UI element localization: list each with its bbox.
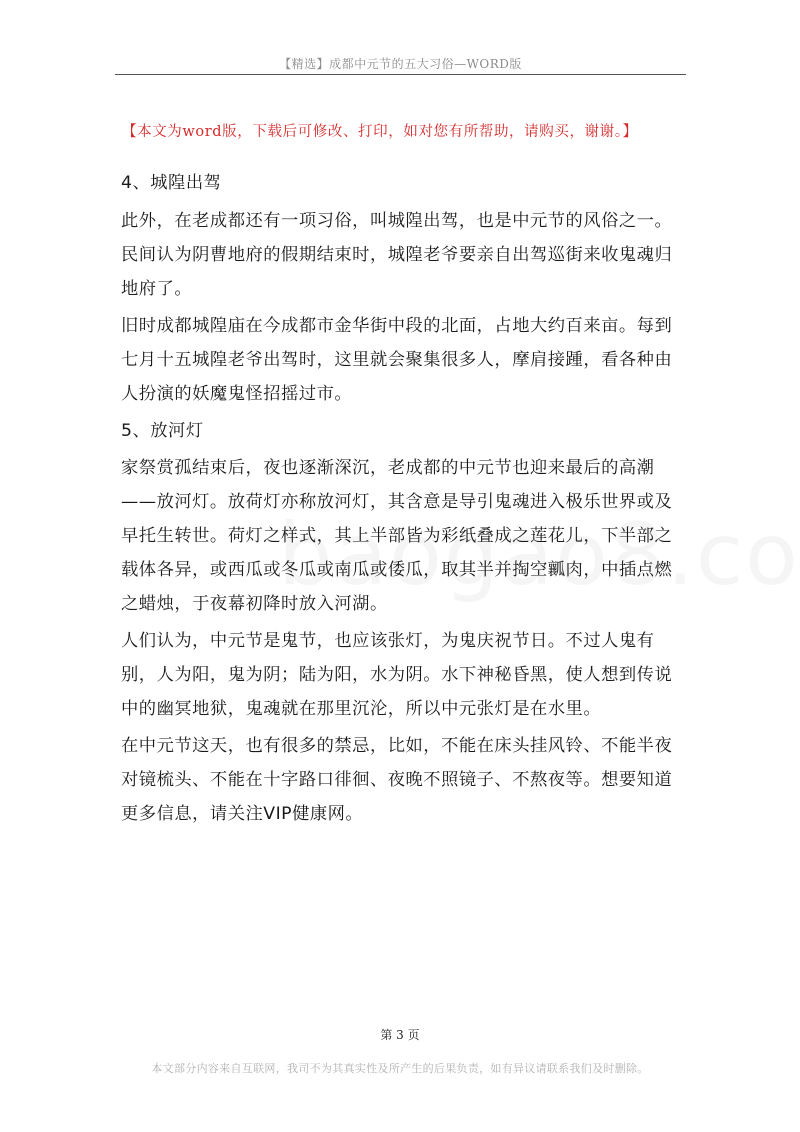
paragraph: 家祭赏孤结束后，夜也逐渐深沉，老成都的中元节也迎来最后的高潮——放河灯。放荷灯亦称放河灯，其含意是导引鬼魂进入极乐世界或及早托生转世。荷灯之样式，其上半部皆为彩纸叠成之莲花儿，下半部之载体各异，或西瓜或冬瓜或南瓜或倭瓜，取其半并掏空瓤肉，中插点燃之蜡烛，于夜幕初降时放入河湖。: [121, 458, 673, 614]
page-header: 【精选】成都中元节的五大习俗—WORD版: [279, 57, 522, 71]
footer-disclaimer: 本文部分内容来自互联网，我司不为其真实性及所产生的后果负责，如有异议请联系我们及时删除。: [151, 1062, 649, 1075]
paragraph: 在中元节这天，也有很多的禁忌，比如，不能在床头挂风铃、不能半夜对镜梳头、不能在十字路口徘徊、夜晚不照镜子、不熬夜等。想要知道更多信息，请关注VIP健康网。: [121, 736, 673, 824]
section-heading-5: 5、放河灯: [121, 421, 204, 441]
paragraph: 此外，在老成都还有一项习俗，叫城隍出驾，也是中元节的风俗之一。民间认为阴曹地府的假期结束时，城隍老爷要亲自出驾巡街来收鬼魂归地府了。: [121, 211, 673, 299]
document-body: [121, 166, 686, 831]
section-heading-4: 4、城隍出驾: [121, 173, 222, 193]
download-notice: 【本文为word版，下载后可修改、打印，如对您有所帮助，请购买，谢谢。】: [122, 124, 638, 140]
page-number: 第 3 页: [380, 1028, 420, 1042]
paragraph: 旧时成都城隍庙在今成都市金华街中段的北面，占地大约百来亩。每到七月十五城隍老爷出驾时，这里就会聚集很多人，摩肩接踵，看各种由人扮演的妖魔鬼怪招摇过市。: [121, 316, 673, 404]
paragraph: 人们认为，中元节是鬼节，也应该张灯，为鬼庆祝节日。不过人鬼有别，人为阳，鬼为阴；陆为阳，水为阴。水下神秘昏黑，使人想到传说中的幽冥地狱，鬼魂就在那里沉沦，所以中元张灯是在水里。: [121, 631, 673, 719]
header-divider: [115, 74, 686, 75]
